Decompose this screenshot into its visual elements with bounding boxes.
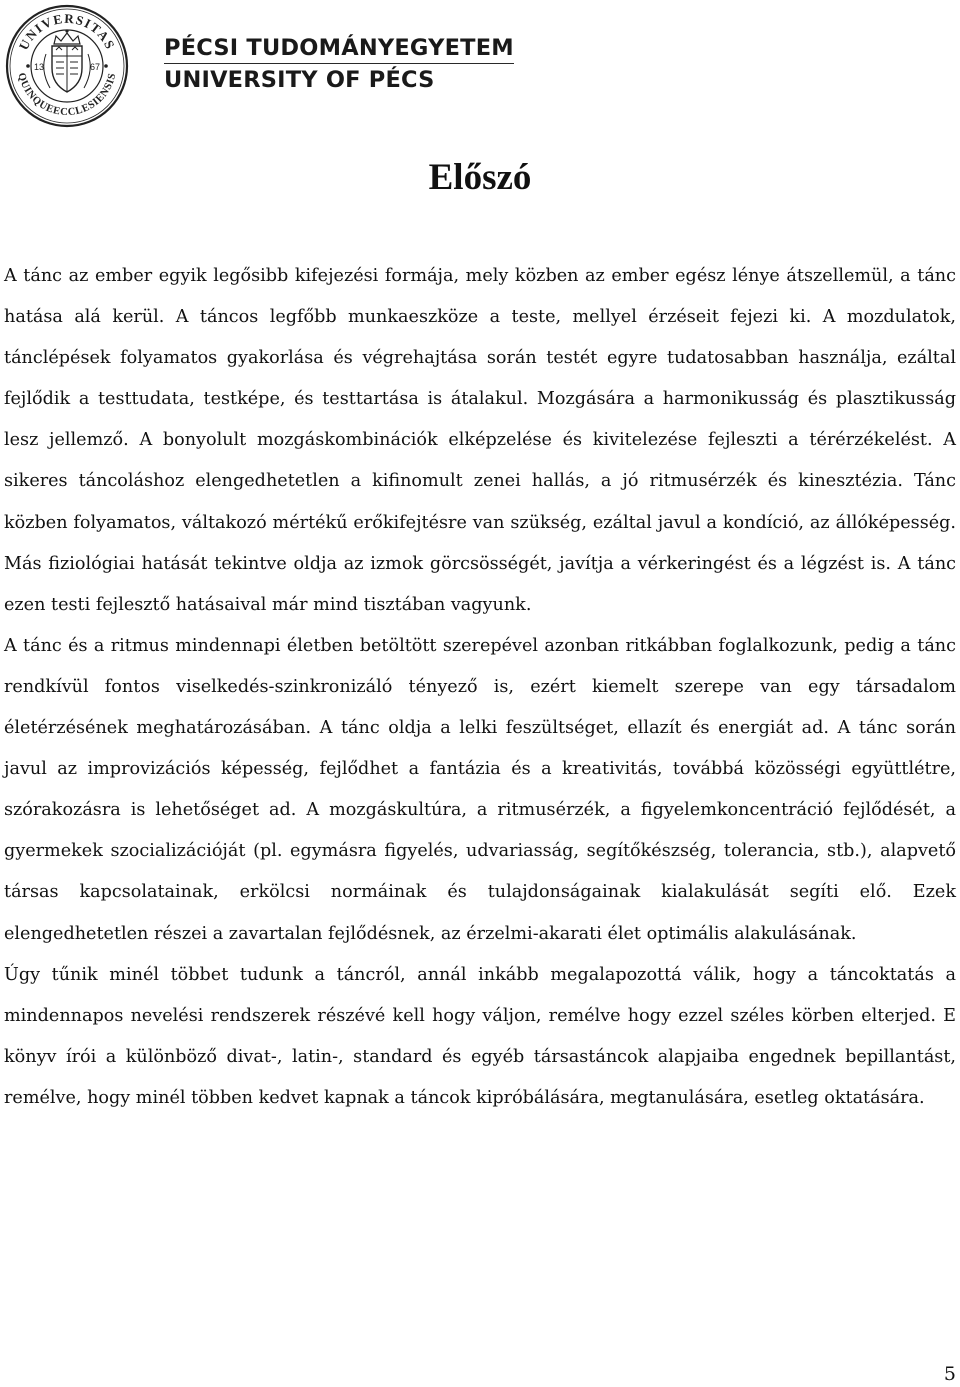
seal-year-left: 13 xyxy=(33,62,45,72)
university-names xyxy=(164,33,514,95)
seal-top-text: UNIVERSITAS xyxy=(15,10,119,53)
paragraph-3: Úgy tűnik minél többet tudunk a táncról, annál inkább megalapozottá válik, hogy a táncoktatás a mindennapos nevelési rendszerek részévé kell hogy váljon, remélve hogy ezzel széles körben elterjed. E könyv írói a különböző divat-, latin-, standard és egyéb társastáncok alapjaiba engednek bepillantást, remélve, hogy minél többen kedvet kapnak a táncok kipróbálására, megtanulására, esetleg oktatására. xyxy=(4,964,956,1108)
page-number: 5 xyxy=(943,1363,956,1385)
page-title: Előszó xyxy=(428,157,532,198)
university-seal-icon xyxy=(4,4,130,128)
paragraph-2: A tánc és a ritmus mindennapi életben betöltött szerepével azonban ritkábban foglalkozunk, pedig a tánc rendkívül fontos viselkedés-szinkronizáló tényező is, ezért kiemelt szerepe van egy társadalom életérzésének meghatározásában. A tánc oldja a lelki feszültséget, ellazít és energiát ad. A tánc során javul az improvizációs képesség, fejlődhet a fantázia és a kreativitás, továbbá közösségi együttlétre, szórakozásra is lehetőséget ad. A mozgáskultúra, a ritmusérzék, a figyelemkoncentráció fejlődését, a gyermekek szocializációját (pl. egymásra figyelés, udvariasság, segítőkészség, tolerancia, stb.), alapvető társas kapcsolatainak, erkölcsi normáinak és tulajdonságainak kialakulását segíti elő. Ezek elengedhetetlen részei a zavartalan fejlődésnek, az érzelmi-akarati élet optimális alakulásának. xyxy=(4,635,956,944)
seal-year-right: 67 xyxy=(89,62,101,72)
paragraph-1: A tánc az ember egyik legősibb kifejezési formája, mely közben az ember egész lénye átszellemül, a tánc hatása alá kerül. A táncos legfőbb munkaeszköze a teste, mellyel érzéseit fejezi ki. A mozdulatok, tánclépések folyamatos gyakorlása és végrehajtása során testét egyre tudatosabban használja, ezáltal fejlődik a testtudata, testképe, és testtartása is átalakul. Mozgására a harmonikusság és plasztikusság lesz jellemző. A bonyolult mozgáskombinációk elképzelése és kivitelezése fejleszti a térérzékelést. A sikeres táncoláshoz elengedhetetlen a kifinomult zenei hallás, a jó ritmusérzék és kinesztézia. Tánc közben folyamatos, váltakozó mértékű erőkifejtésre van szükség, ezáltal javul a kondíció, az állóképesség. Más fiziológiai hatását tekintve oldja az izmok görcsösségét, javítja a vérkeringést és a légzést is. A tánc ezen testi fejlesztő hatásaival már mind tisztában vagyunk. xyxy=(4,266,956,615)
university-name-divider xyxy=(164,63,514,64)
page-header xyxy=(4,4,514,128)
university-name-en: UNIVERSITY OF PÉCS xyxy=(164,67,435,93)
university-name-hu: PÉCSI TUDOMÁNYEGYETEM xyxy=(164,35,514,61)
seal-bottom-text: QUINQUEECCLESIENSIS xyxy=(15,71,119,119)
document-body xyxy=(4,256,956,1119)
